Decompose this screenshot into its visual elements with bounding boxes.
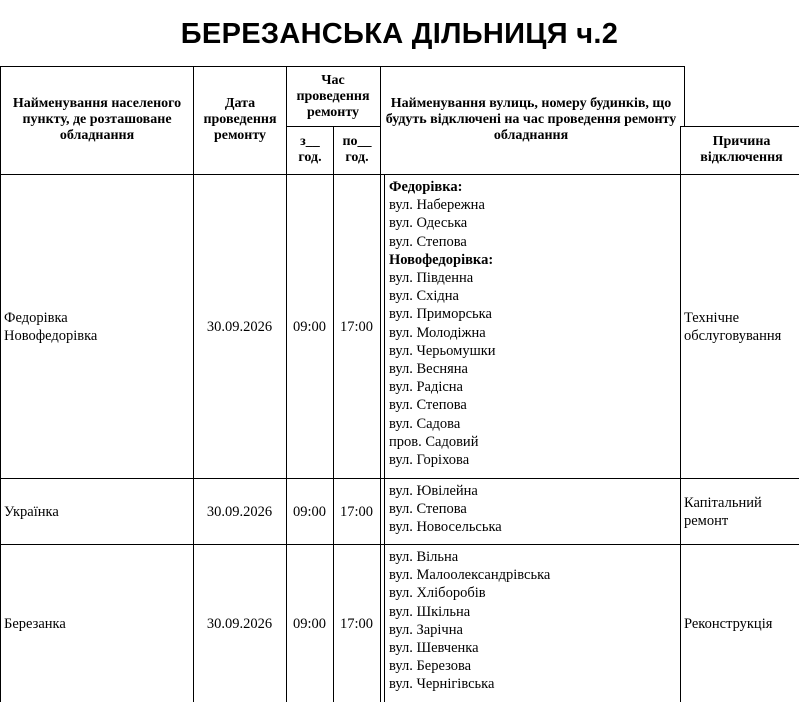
- time-from: 09:00: [292, 318, 327, 335]
- table-row-settlement: [0, 545, 193, 702]
- street-item: вул. Східна: [389, 288, 459, 305]
- reason-line: ремонт: [684, 512, 729, 529]
- street-item: вул. Степова: [389, 501, 467, 518]
- street-item: вул. Хліборобів: [389, 585, 486, 602]
- street-item: вул. Шевченка: [389, 640, 479, 657]
- street-item: вул. Зарічна: [389, 621, 463, 638]
- header-date: Дата проведення ремонту: [203, 96, 277, 143]
- outage-reason: [680, 175, 799, 478]
- settlement-name: Українка: [4, 503, 59, 520]
- repair-date: 30.09.2026: [206, 615, 273, 632]
- column-divider: [380, 66, 381, 702]
- street-item: вул. Шкільна: [389, 603, 471, 620]
- repair-date: 30.09.2026: [206, 503, 273, 520]
- repair-date: 30.09.2026: [206, 318, 273, 335]
- reason-line: Технічне: [684, 309, 740, 326]
- street-item: вул. Садова: [389, 415, 461, 432]
- time-to: 17:00: [339, 318, 374, 335]
- street-list: [389, 178, 496, 469]
- street-item: вул. Набережна: [389, 197, 485, 214]
- reason-header-line: [680, 126, 799, 127]
- street-list: [389, 482, 502, 537]
- time-to: 17:00: [339, 503, 374, 520]
- outage-reason: [680, 545, 799, 702]
- street-item: вул. Вільна: [389, 549, 459, 565]
- settlement-name: Федорівка: [4, 309, 68, 326]
- street-item: вул. Радісна: [389, 379, 463, 396]
- settlement-name: Новофедорівка: [4, 327, 98, 344]
- header-time-to: по__ год.: [342, 134, 372, 165]
- outage-table: [0, 66, 799, 702]
- time-subheader-line: [286, 126, 380, 127]
- street-item: Федорівка:: [389, 179, 463, 195]
- time-to: 17:00: [339, 615, 374, 632]
- street-item: вул. Новосельська: [389, 519, 502, 536]
- page-title: БЕРЕЗАНСЬКА ДІЛЬНИЦЯ ч.2: [180, 18, 619, 50]
- street-item: вул. Степова: [389, 233, 467, 250]
- street-item: вул. Малоолександрівська: [389, 567, 551, 584]
- street-item: вул. Молодіжна: [389, 324, 486, 341]
- street-item: вул. Одеська: [389, 215, 468, 232]
- street-item: вул. Черьомушки: [389, 342, 496, 359]
- street-item: вул. Ювілейна: [389, 483, 478, 499]
- column-divider: [384, 174, 385, 702]
- street-item: вул. Чернігівська: [389, 676, 495, 693]
- header-time: Час проведення ремонту: [296, 73, 370, 120]
- reason-line: Реконструкція: [684, 615, 773, 632]
- reason-line: Капітальний: [684, 494, 762, 511]
- header-streets: Найменування вулиць, номеру будинків, що будуть відключені на час проведення ремонту обладнання: [385, 96, 677, 143]
- header-reason: Причина відключення: [700, 134, 783, 165]
- street-item: вул. Степова: [389, 397, 467, 414]
- column-divider: [684, 66, 685, 126]
- settlement-name: Березанка: [4, 615, 66, 632]
- street-item: вул. Південна: [389, 270, 474, 287]
- reason-line: обслуговування: [684, 327, 782, 344]
- street-item: вул. Березова: [389, 658, 472, 675]
- street-item: вул. Весняна: [389, 361, 468, 378]
- street-list: [389, 548, 550, 694]
- street-item: пров. Садовий: [389, 433, 479, 450]
- street-item: Новофедорівка:: [389, 251, 494, 268]
- table-row-settlement: [0, 175, 193, 478]
- outage-reason: [680, 479, 799, 544]
- header-time-from: з__ год.: [298, 134, 322, 165]
- time-from: 09:00: [292, 503, 327, 520]
- street-item: вул. Горіхова: [389, 452, 470, 469]
- time-from: 09:00: [292, 615, 327, 632]
- table-row-settlement: [0, 479, 193, 544]
- street-item: вул. Приморська: [389, 306, 492, 323]
- header-settlement: Найменування населеного пункту, де розташоване обладнання: [12, 96, 182, 143]
